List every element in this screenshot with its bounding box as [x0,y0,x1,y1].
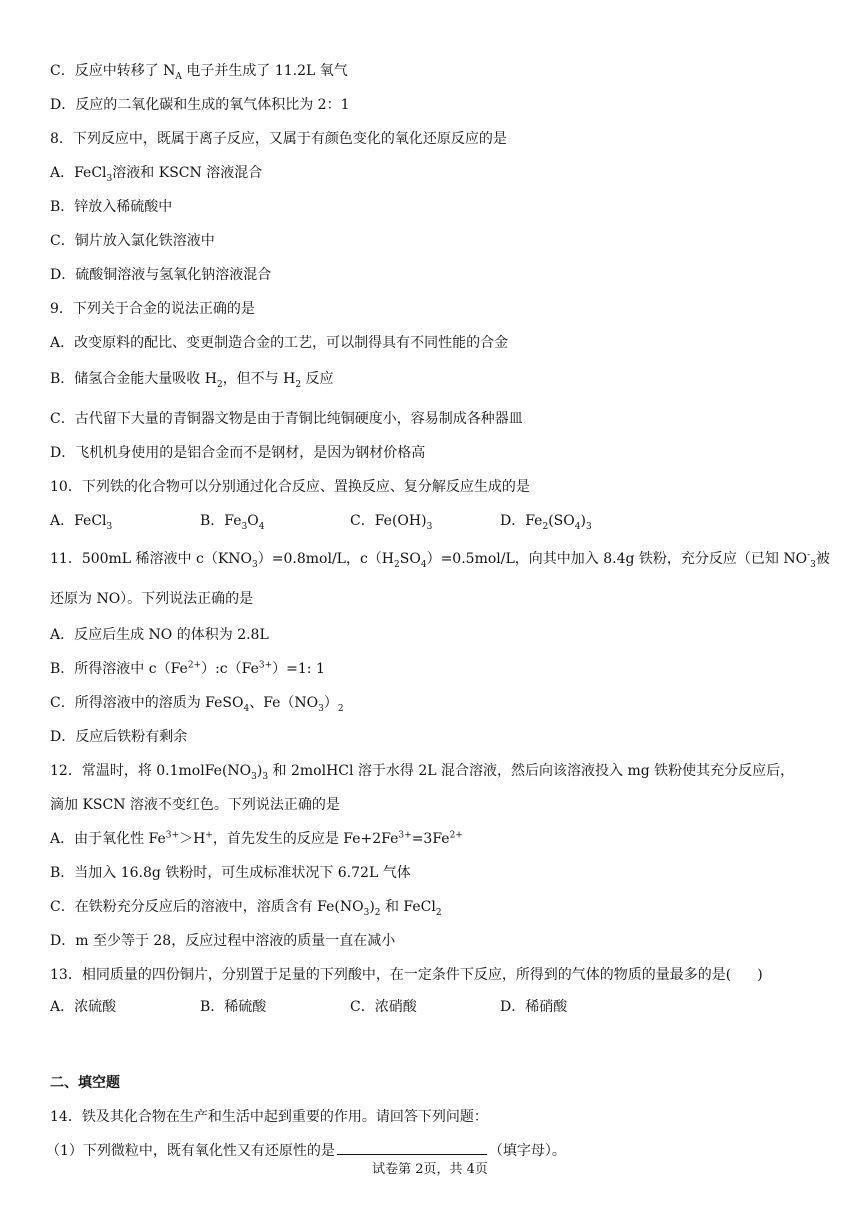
q11-stem-sub1: 3 [252,559,258,570]
q10-option-c-pre: C．Fe(OH) [350,513,427,529]
q13-stem-text: 13．相同质量的四份铜片，分别置于足量的下列酸中，在一定条件下反应，所得到的气体的物质的量最多的是( [50,967,732,983]
q11-option-b [50,660,820,678]
q7-option-d: D．反应的二氧化碳和生成的氧气体积比为 2：1 [50,97,350,113]
q12-stem [50,762,820,780]
q11-option-c-post: ） [323,695,338,711]
q12-option-a-mid3: =3Fe [411,831,450,847]
q10-option-a [50,512,112,530]
q12-option-a-sup2: + [205,830,213,841]
q11-stem-part5: 被 [815,551,830,567]
q12-option-c-pre: C．在铁粉充分反应后的溶液中，溶质含有 Fe(NO [50,899,364,915]
q13-option-b: B．稀硫酸 [200,999,267,1015]
q11-option-c-sub1: 4 [243,703,250,714]
q12-option-c-mid: ) [369,899,375,915]
section-title-fill-in: 二、填空题 [50,1075,120,1091]
q14-subquestion-1 [46,1140,820,1160]
q11-stem-sub2: 2 [394,559,400,570]
q8-option-a-post: 溶液和 KSCN 溶液混合 [112,165,263,181]
q8-option-a-sub: 3 [106,173,113,184]
q10-option-b-sub2: 4 [258,521,265,532]
q9-option-b-mid: ，但不与 H [222,371,296,387]
q7-option-c-tail: 电子并生成了 11.2L 氧气 [181,63,348,79]
q14-subquestion-1-hint: （填字母）。 [488,1143,566,1159]
q12-stem-continued: 滴加 KSCN 溶液不变红色。下列说法正确的是 [50,797,340,813]
q9-option-d: D．飞机机身使用的是铝合金而不是钢材，是因为钢材价格高 [50,445,426,461]
page-footer: 试卷第 2页，共 4页 [372,1162,488,1177]
q9-option-b-sub2: 2 [295,379,302,390]
q11-stem-part2: ）=0.8mol/L，c（H [257,551,395,567]
q11-stem-part1: 11．500mL 稀溶液中 c（KNO [50,551,253,567]
q8-option-a [50,164,820,182]
q11-option-b-sup2: 3+ [258,660,273,671]
q11-option-c-sub2: 3 [318,703,324,714]
q12-option-b: B．当加入 16.8g 铁粉时，可生成标准状况下 6.72L 气体 [50,865,411,881]
q13-stem-close: ) [757,967,763,983]
q8-option-c: C．铜片放入氯化铁溶液中 [50,233,215,249]
q9-option-b-post: 反应 [301,371,334,387]
q12-option-a-mid2: ，首先发生的反应是 Fe+2Fe [212,831,399,847]
q9-option-c: C．古代留下大量的青铜器文物是由于青铜比纯铜硬度小，容易制成各种器皿 [50,411,523,427]
q11-stem-continued: 还原为 NO）。下列说法正确的是 [50,591,254,607]
q11-option-b-post: ）=1: 1 [272,661,325,677]
q7-option-c-subscript: A [175,71,182,82]
q10-option-d-sub3: 3 [585,521,592,532]
q12-option-a-sup4: 2+ [449,830,463,841]
q12-stem-part3: 和 2molHCl 溶于水得 2L 混合溶液，然后向该溶液投入 mg 铁粉使其充分反应后， [268,763,795,779]
q12-stem-sub1: 3 [251,771,257,782]
q11-option-a: A．反应后生成 NO 的体积为 2.8L [50,627,269,643]
q9-option-b-pre: B．储氢合金能大量吸收 H [50,371,217,387]
q8-option-d: D．硫酸铜溶液与氢氧化钠溶液混合 [50,267,272,283]
q10-option-c [350,512,432,530]
q14-stem: 14．铁及其化合物在生产和生活中起到重要的作用。请回答下列问题： [50,1109,488,1125]
q11-option-b-sup1: 2+ [187,660,202,671]
q10-stem: 10．下列铁的化合物可以分别通过化合反应、置换反应、复分解反应生成的是 [50,479,530,495]
q9-option-b-sub1: 2 [216,379,223,390]
q10-option-d-pre: D．Fe [500,513,543,529]
q10-option-b-pre: B．Fe [200,513,242,529]
q12-option-c-sub2: 2 [374,907,381,918]
q7-option-c-text: C．反应中转移了 N [50,63,176,79]
q12-option-c [50,898,820,916]
q10-option-d-sub2: 4 [574,521,581,532]
q11-stem-sup4: - [807,550,811,561]
q11-option-b-mid: ）:c（Fe [201,661,259,677]
q13-option-d: D．稀硝酸 [500,999,568,1015]
q11-option-c-sub3: 2 [337,703,344,714]
q11-stem [50,550,830,570]
q9-option-a: A．改变原料的配比、变更制造合金的工艺，可以制得具有不同性能的合金 [50,335,509,351]
q11-option-c [50,694,820,712]
q13-option-c: C．浓硝酸 [350,999,417,1015]
q12-option-a [50,830,820,848]
q12-stem-sub2: 3 [262,771,269,782]
q8-option-b: B．锌放入稀硫酸中 [50,199,173,215]
q8-stem: 8．下列反应中，既属于离子反应，又属于有颜色变化的氧化还原反应的是 [50,131,507,147]
q8-option-a-pre: A．FeCl [50,165,107,181]
q12-stem-part1: 12．常温时，将 0.1molFe(NO [50,763,252,779]
q12-stem-part2: ) [256,763,263,779]
q10-option-b-sub1: 3 [241,521,248,532]
q11-option-b-pre: B．所得溶液中 c（Fe [50,661,188,677]
q7-option-c [50,62,820,80]
q12-option-a-mid1: ＞H [179,831,206,847]
q12-option-d: D．m 至少等于 28，反应过程中溶液的质量一直在减小 [50,933,396,949]
q11-stem-part3: SO [399,551,421,567]
q11-option-d: D．反应后铁粉有剩余 [50,729,188,745]
q13-stem [50,966,820,984]
q12-option-c-sub1: 3 [363,907,370,918]
q10-option-d [500,512,592,530]
q11-option-c-pre: C．所得溶液中的溶质为 FeSO [50,695,244,711]
q10-option-d-mid: (SO [548,513,575,529]
q12-option-a-sup3: 3+ [398,830,412,841]
q11-stem-sub3: 4 [420,559,427,570]
q9-stem: 9．下列关于合金的说法正确的是 [50,301,255,317]
q11-stem-part4: ）=0.5mol/L，向其中加入 8.4g 铁粉，充分反应（已知 NO [426,551,808,567]
q12-option-a-sup1: 3+ [165,830,180,841]
q14-answer-blank[interactable] [337,1140,487,1155]
q9-option-b [50,370,820,388]
q14-subquestion-1-text: （1）下列微粒中，既有氧化性又有还原性的是 [46,1143,335,1159]
q10-option-c-sub: 3 [426,521,433,532]
q11-stem-sub4: 3 [810,559,816,570]
q10-option-a-pre: A．FeCl [50,513,107,529]
q10-option-a-sub: 3 [106,521,113,532]
q10-option-b-mid: O [247,513,259,529]
q11-option-c-mid: 、Fe（NO [249,695,319,711]
q10-option-d-sub1: 2 [542,521,549,532]
q10-option-b [200,512,264,530]
q10-options [50,512,820,532]
q12-option-c-post: 和 FeCl [380,899,436,915]
q10-option-d-post: ) [580,513,586,529]
q13-options [50,998,820,1018]
q12-option-c-sub3: 2 [435,907,442,918]
q12-option-a-pre: A．由于氧化性 Fe [50,831,166,847]
q13-option-a: A．浓硫酸 [50,999,117,1015]
